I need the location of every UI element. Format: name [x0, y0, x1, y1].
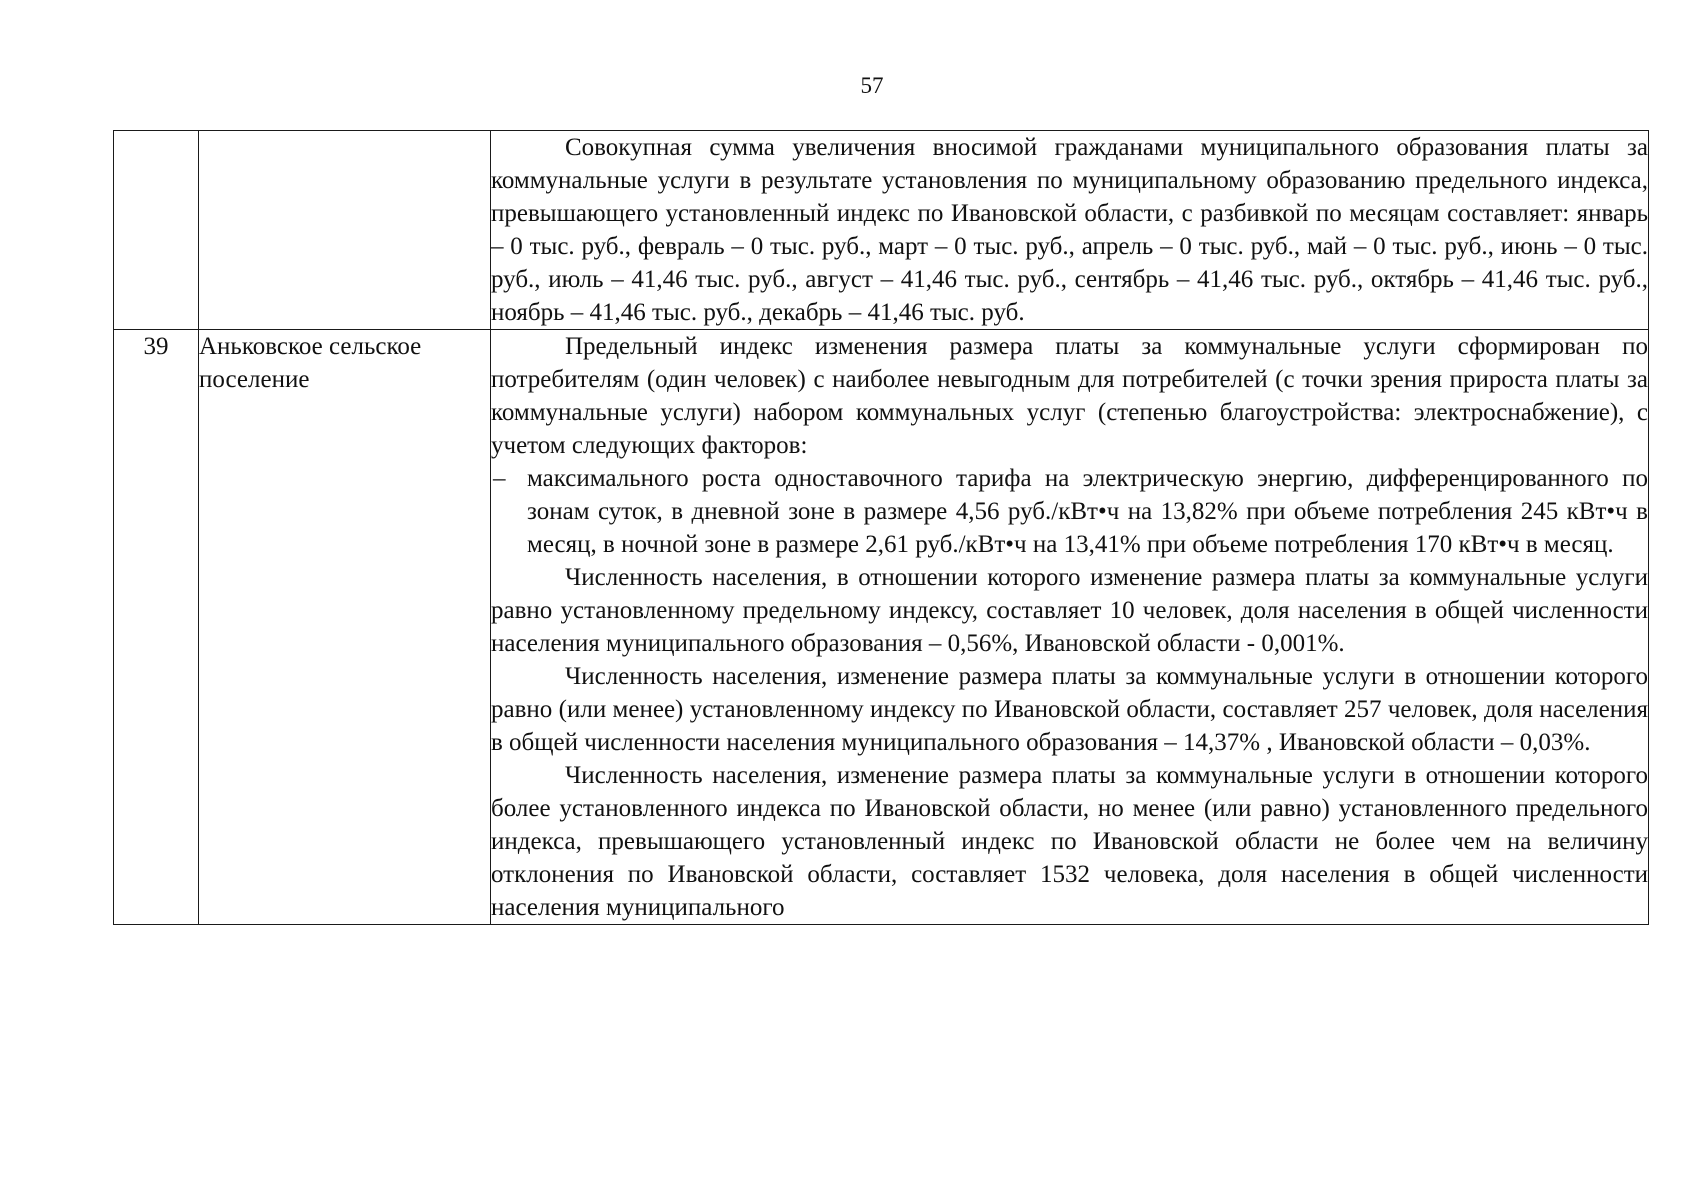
page-number: 57: [860, 73, 884, 98]
table-row-continuation: [114, 131, 1649, 330]
municipality-name-cell: [199, 131, 491, 330]
row-number-cell: 39: [114, 330, 199, 925]
paragraph-population-equal-limit: Численность населения, в отношении которого изменение размера платы за коммунальные услуги равно установленному предельному индексу, составляет 10 человек, доля населения в общей численности населения муниципального образования – 0,56%, Ивановской области - 0,001%.: [491, 564, 1648, 657]
municipal-index-table: [113, 130, 1649, 925]
paragraph-monthly-increase: Совокупная сумма увеличения вносимой гражданами муниципального образования платы за коммунальные услуги в результате установления по муниципальному образованию предельного индекса, превышающего установленный индекс по Ивановской области, с разбивкой по месяцам составляет: январь – 0 тыс. руб., февраль – 0 тыс. руб., март – 0 тыс. руб., апрель – 0 тыс. руб., май – 0 тыс. руб., июнь – 0 тыс. руб., июль – 41,46 тыс. руб., август – 41,46 тыс. руб., сентябрь – 41,46 тыс. руб., октябрь – 41,46 тыс. руб., ноябрь – 41,46 тыс. руб., декабрь – 41,46 тыс. руб.: [491, 134, 1648, 326]
factor-list-item: [491, 462, 1648, 561]
description-cell: [491, 330, 1649, 925]
dash-bullet: –: [493, 465, 506, 492]
municipality-name-cell: Аньковское сельское поселение: [199, 330, 491, 925]
row-number-cell: [114, 131, 199, 330]
paragraph-population-between: Численность населения, изменение размера платы за коммунальные услуги в отношении которого более установленного индекса по Ивановской области, но менее (или равно) установленного предельного индекса, превышающего установленный индекс по Ивановской области не более чем на величину отклонения по Ивановской области, составляет 1532 человека, доля населения в общей численности населения муниципального: [491, 762, 1648, 921]
paragraph-population-below-index: Численность населения, изменение размера платы за коммунальные услуги в отношении которого равно (или менее) установленному индексу по Ивановской области, составляет 257 человек, доля населения в общей численности населения муниципального образования – 14,37% , Ивановской области – 0,03%.: [491, 663, 1648, 756]
table-row-39: [114, 330, 1649, 925]
description-cell: [491, 131, 1649, 330]
paragraph-index-intro: Предельный индекс изменения размера платы за коммунальные услуги сформирован по потребителям (один человек) с наиболее невыгодным для потребителей (с точки зрения прироста платы за коммунальные услуги) набором коммунальных услуг (степенью благоустройства: электроснабжение), с учетом следующих факторов:: [491, 333, 1648, 459]
factor-text: максимального роста одноставочного тарифа на электрическую энергию, дифференцированного по зонам суток, в дневной зоне в размере 4,56 руб./кВт•ч на 13,82% при объеме потребления 245 кВт•ч в месяц, в ночной зоне в размере 2,61 руб./кВт•ч на 13,41% при объеме потребления 170 кВт•ч в месяц.: [527, 465, 1648, 558]
